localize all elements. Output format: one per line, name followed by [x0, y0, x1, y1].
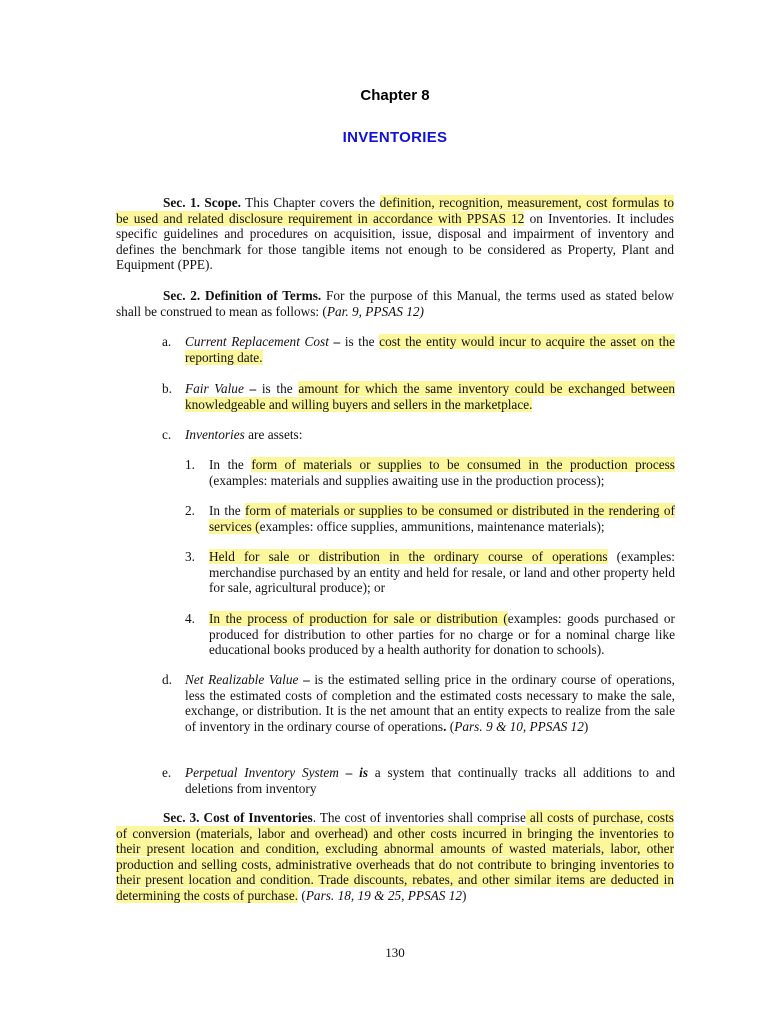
definition-current-replacement-cost: Current Replacement Cost – is the cost the entity would incur to acquire the asset on the reporting date. — [185, 334, 675, 365]
term: Net Realizable Value — [185, 672, 299, 687]
highlight: definition, recognition, measurement, cost formulas to be used and related disclosure requirement in accordance with PPSAS 12 — [116, 195, 674, 226]
page-number: 130 — [385, 945, 405, 960]
term: Fair Value — [185, 381, 244, 396]
definition-net-realizable-value: Net Realizable Value – is the estimated selling price in the ordinary course of operations, less the estimated costs of completion and the estimated costs necessary to make the sale, exchange, or distribution. It is the net amount that an entity expects to realize from the sale of inventory in the ordinary course of operations. (Pars. 9 & 10, PPSAS 12) — [185, 672, 675, 734]
list-marker-e: e. — [162, 765, 172, 780]
chapter-title: INVENTORIES — [342, 129, 448, 146]
section-3-paragraph: Sec. 3. Cost of Inventories. The cost of inventories shall comprise all costs of purchase, costs of conversion (materials, labor and overhead) and other costs incurred in bringing the inventories to their present location and condition, excluding abnormal amounts of wasted materials, labor, other production and selling costs, administrative overheads that do not contribute to bringing inventories to their present location and condition. Trade discounts, rebates, and other similar items are deducted in determining the costs of purchase. (Pars. 18, 19 & 25, PPSAS 12) — [116, 810, 674, 903]
inventories-item-4: In the process of production for sale or distribution (examples: goods purchased or produced for distribution to other parties for no charge or for a nominal charge like educational books produced by a health authority for donation to schools). — [209, 611, 675, 658]
inventories-item-3: Held for sale or distribution in the ordinary course of operations (examples: merchandise purchased by an entity and held for resale, or land and other property held for sale, agricultural produce); or — [209, 549, 675, 596]
section-1-label: Sec. 1. Scope. — [163, 195, 241, 210]
term: Inventories — [185, 427, 245, 442]
list-marker-a: a. — [162, 334, 172, 349]
highlight: form of materials or supplies to be consumed in the production process — [251, 457, 675, 472]
list-marker-3: 3. — [185, 549, 195, 564]
section-1-paragraph: Sec. 1. Scope. This Chapter covers the definition, recognition, measurement, cost formulas to be used and related disclosure requirement in accordance with PPSAS 12 on Inventories. It includes specific guidelines and procedures on acquisition, issue, disposal and impairment of inventory and defines the benchmark for those tangible items not enough to be considered as Property, Plant and Equipment (PPE). — [116, 195, 675, 273]
highlight: all costs of purchase, costs of conversion (materials, labor and overhead) and other costs incurred in bringing the inventories to their present location and condition, excluding abnormal amounts of wasted materials, labor, other production and selling costs, administrative overheads that do not contribute to bringing inventories to their present location and condition. Trade discounts, rebates, and other similar items are deducted in determining the costs of purchase. — [116, 810, 674, 903]
definition-inventories: Inventories are assets: — [185, 427, 303, 442]
definition-fair-value: Fair Value – is the amount for which the same inventory could be exchanged between knowledgeable and willing buyers and sellers in the marketplace. — [185, 381, 676, 412]
highlight: cost the entity would incur to acquire the asset on the reporting date. — [185, 334, 675, 365]
list-marker-c: c. — [162, 427, 172, 442]
section-2-label: Sec. 2. Definition of Terms. — [163, 288, 322, 303]
chapter-heading: Chapter 8 — [360, 87, 430, 104]
list-marker-2: 2. — [185, 503, 195, 518]
term: Current Replacement Cost — [185, 334, 329, 349]
inventories-item-2: In the form of materials or supplies to be consumed or distributed in the rendering of services (examples: office supplies, ammunitions, maintenance materials); — [209, 503, 675, 534]
section-3-label: Sec. 3. Cost of Inventories — [163, 810, 313, 825]
highlight: form of materials or supplies to be consumed or distributed in the rendering of services ( — [209, 503, 675, 534]
section-2-paragraph: Sec. 2. Definition of Terms. For the purpose of this Manual, the terms used as stated below shall be construed to mean as follows: (Par. 9, PPSAS 12) — [116, 288, 674, 319]
list-marker-b: b. — [162, 381, 172, 396]
list-marker-1: 1. — [185, 457, 195, 472]
definition-perpetual-inventory-system: Perpetual Inventory System – is a system that continually tracks all additions to and deletions from inventory — [185, 765, 676, 796]
highlight: In the process of production for sale or distribution ( — [209, 611, 508, 626]
highlight: amount for which the same inventory could be exchanged between knowledgeable and willing buyers and sellers in the marketplace. — [185, 381, 676, 412]
list-marker-4: 4. — [185, 611, 195, 626]
term: Perpetual Inventory System — [185, 765, 339, 780]
list-marker-d: d. — [162, 672, 172, 687]
highlight: Held for sale or distribution in the ordinary course of operations — [209, 549, 608, 564]
inventories-item-1: In the form of materials or supplies to be consumed in the production process (examples: materials and supplies awaiting use in the production process); — [209, 457, 675, 488]
